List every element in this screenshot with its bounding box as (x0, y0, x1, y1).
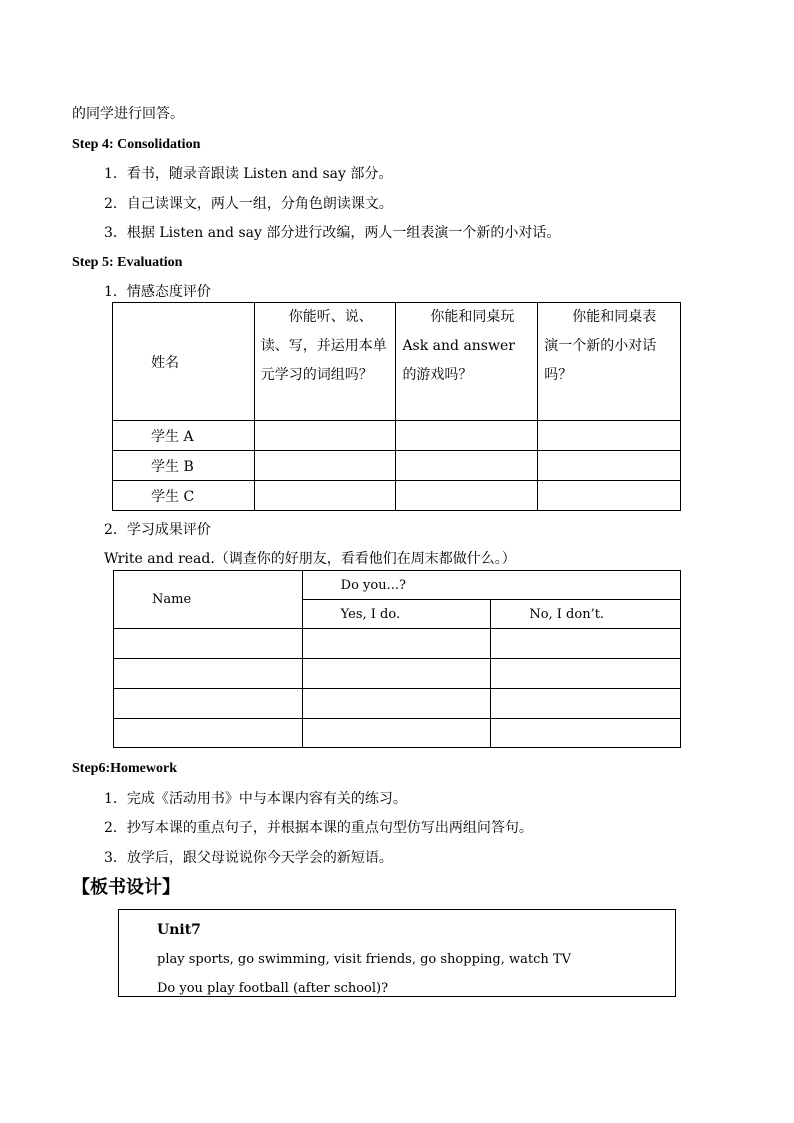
table-cell (114, 659, 303, 689)
table-cell (396, 421, 538, 451)
step6-item-2: 2．抄写本课的重点句子，并根据本课的重点句型仿写出两组问答句。 (104, 820, 533, 836)
table1-header-q2: 你能和同桌玩 Ask and answer 的游戏吗？ (396, 303, 538, 421)
survey-header-no: No, I don’t. (491, 600, 681, 629)
table-cell (538, 451, 681, 481)
survey-header-do-you: Do you...? (302, 571, 680, 600)
intro-line: 的同学进行回答。 (72, 106, 184, 122)
table-row (114, 719, 681, 748)
table-cell (114, 719, 303, 748)
table-cell (254, 481, 396, 511)
table-cell (538, 421, 681, 451)
table-row (113, 421, 681, 451)
step4-item-2: 2．自己读课文，两人一组，分角色朗读课文。 (104, 196, 393, 212)
table1-header-q1: 你能听、说、读、写，并运用本单元学习的词组吗？ (254, 303, 396, 421)
step4-heading: Step 4: Consolidation (72, 137, 201, 152)
table-cell (491, 659, 681, 689)
board-line-2: Do you play football (after school)? (157, 981, 389, 996)
table1-header-name: 姓名 (113, 303, 255, 421)
table-cell (491, 689, 681, 719)
table-cell (491, 629, 681, 659)
step4-item-1: 1．看书，随录音跟读 Listen and say 部分。 (104, 166, 393, 182)
table-cell (396, 481, 538, 511)
table-row (114, 659, 681, 689)
attitude-eval-table (112, 302, 681, 511)
table-cell (302, 629, 491, 659)
student-c-label: 学生 C (113, 481, 255, 511)
table-cell (538, 481, 681, 511)
step5-sub1: 1．情感态度评价 (104, 284, 211, 300)
table-cell (254, 421, 396, 451)
step6-item-3: 3．放学后，跟父母说说你今天学会的新短语。 (104, 850, 393, 866)
step4-item-3: 3．根据 Listen and say 部分进行改编，两人一组表演一个新的小对话。 (104, 225, 561, 241)
step6-heading: Step6:Homework (72, 761, 177, 776)
table-cell (302, 719, 491, 748)
student-b-label: 学生 B (113, 451, 255, 481)
survey-table (113, 570, 681, 748)
survey-header-name: Name (114, 571, 303, 629)
write-and-read-line: Write and read.（调查你的好朋友，看看他们在周末都做什么。） (104, 551, 516, 567)
table-row (113, 451, 681, 481)
table-cell (114, 629, 303, 659)
table-cell (491, 719, 681, 748)
board-unit: Unit7 (157, 922, 201, 938)
survey-header-yes: Yes, I do. (302, 600, 491, 629)
board-line-1: play sports, go swimming, visit friends, go shopping, watch TV (157, 952, 571, 967)
table-cell (302, 659, 491, 689)
table-row (114, 629, 681, 659)
step5-sub2: 2．学习成果评价 (104, 522, 211, 538)
board-design-box (118, 909, 676, 997)
table1-header-q3: 你能和同桌表演一个新的小对话吗？ (538, 303, 681, 421)
table-cell (302, 689, 491, 719)
table-cell (396, 451, 538, 481)
step6-item-1: 1．完成《活动用书》中与本课内容有关的练习。 (104, 791, 407, 807)
student-a-label: 学生 A (113, 421, 255, 451)
table-row (113, 481, 681, 511)
table-cell (254, 451, 396, 481)
board-design-title: 【板书设计】 (72, 877, 180, 898)
table-cell (114, 689, 303, 719)
step5-heading: Step 5: Evaluation (72, 255, 183, 270)
table-row (114, 689, 681, 719)
